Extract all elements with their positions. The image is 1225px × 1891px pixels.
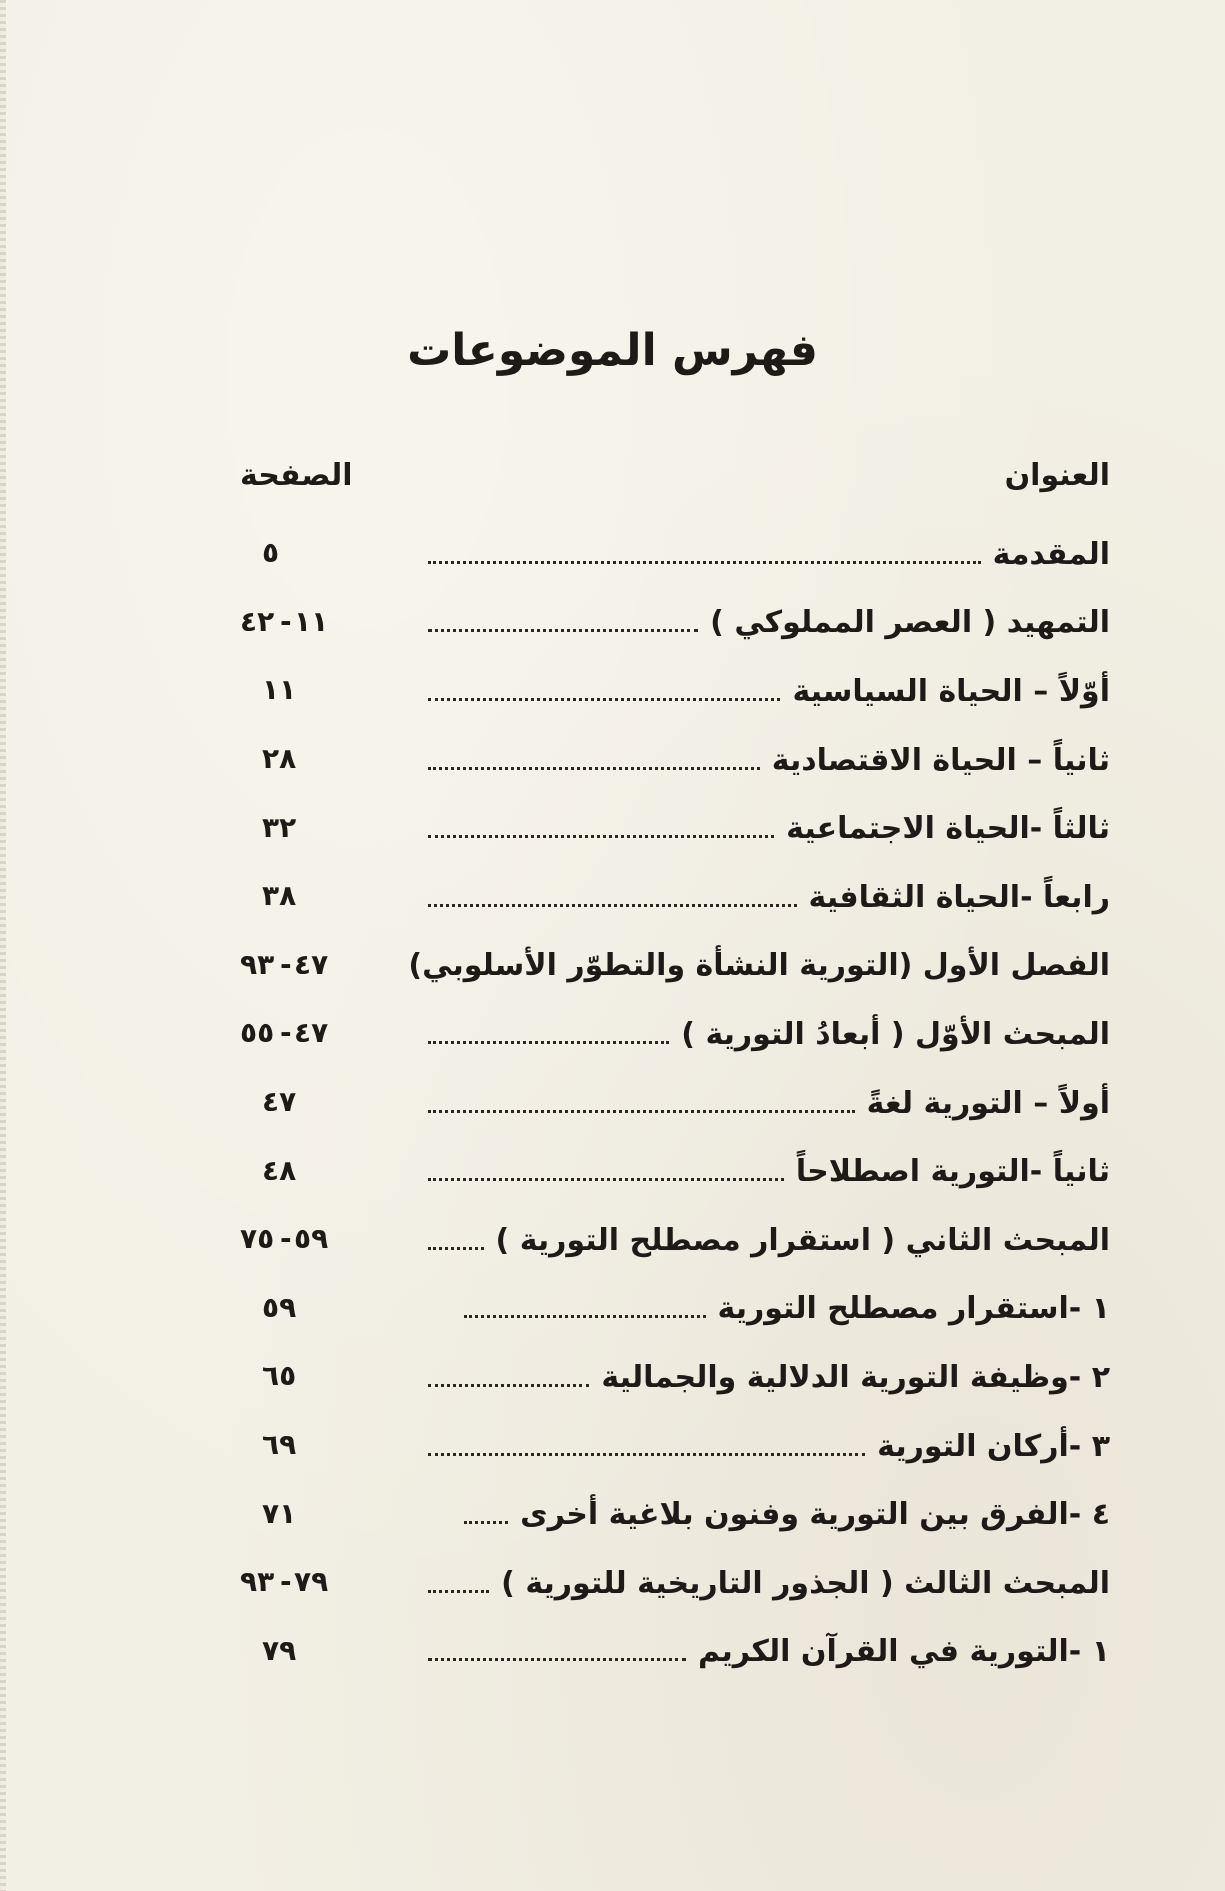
toc-entry-pages: [240, 1083, 428, 1123]
toc-entry: [240, 1480, 1110, 1549]
page-range-dash: -: [280, 1222, 292, 1256]
page-start: ٤٧: [294, 1016, 329, 1050]
page-start: ٧٩: [262, 1633, 297, 1667]
toc-entry-title: رابعاً -الحياة الثقافية: [808, 879, 1110, 915]
toc-entry: [240, 1549, 1110, 1618]
toc-entry-title: المقدمة: [992, 536, 1110, 572]
page-start: ٣٨: [262, 879, 297, 913]
page-start: ٤٧: [294, 947, 329, 981]
toc-entry-title: التمهيد ( العصر المملوكي ): [710, 605, 1110, 641]
toc-entry-title: الفصل الأول (التورية النشأة والتطوّر الأسلوبي): [408, 948, 1110, 984]
page-start: ٧١: [262, 1496, 297, 1530]
title-column-header: العنوان: [1004, 458, 1110, 493]
page-start: ٦٥: [262, 1359, 297, 1393]
dot-leader: [428, 1110, 855, 1113]
dot-leader: [428, 561, 981, 564]
dot-leader: [428, 698, 780, 701]
dot-leader: [428, 1658, 686, 1661]
page-end: ٩٣: [240, 947, 275, 981]
page-end: ٩٣: [240, 1565, 275, 1599]
toc-entry: [240, 932, 1110, 1001]
toc-entry-title: ٣ -أركان التورية: [877, 1428, 1110, 1464]
page-range-dash: -: [280, 604, 292, 638]
toc-entry: [240, 1206, 1110, 1275]
page-start: ٤٧: [262, 1085, 297, 1119]
dot-leader: [428, 767, 760, 770]
toc-entry-pages: [240, 1014, 428, 1054]
dot-leader: [464, 1315, 706, 1318]
toc-header: [240, 458, 1110, 508]
toc-entry-pages: [240, 1357, 428, 1397]
dot-leader: [428, 1178, 784, 1181]
dot-leader: [428, 1453, 865, 1456]
toc-entry-pages: [240, 1495, 428, 1535]
toc-entry: [240, 657, 1110, 726]
toc-entry: [240, 520, 1110, 589]
table-of-contents: [240, 520, 1110, 1686]
page-start: ٥٩: [294, 1222, 329, 1256]
toc-entry-pages: [240, 877, 428, 917]
toc-entry-pages: [240, 603, 428, 643]
page-end: ٥٥: [240, 1016, 275, 1050]
page-start: ٧٩: [294, 1565, 329, 1599]
page-start: ٤٨: [262, 1153, 297, 1187]
toc-entry-title: ٤ -الفرق بين التورية وفنون بلاغية أخرى: [520, 1497, 1110, 1533]
page-start: ٥٩: [262, 1290, 297, 1324]
toc-entry-pages: [240, 534, 428, 574]
dot-leader: [428, 1041, 669, 1044]
toc-entry: [240, 863, 1110, 932]
toc-entry-title: أوّلاً – الحياة السياسية: [792, 673, 1110, 709]
toc-entry: [240, 1069, 1110, 1138]
page-start: ٥: [262, 536, 280, 570]
toc-entry: [240, 1000, 1110, 1069]
toc-entry-title: ثانياً – الحياة الاقتصادية: [771, 742, 1110, 778]
toc-entry-title: ١ -استقرار مصطلح التورية: [717, 1291, 1110, 1327]
dot-leader: [464, 1521, 508, 1524]
toc-entry-title: ١ -التورية في القرآن الكريم: [697, 1634, 1110, 1670]
toc-entry: [240, 589, 1110, 658]
toc-entry-title: ٢ -وظيفة التورية الدلالية والجمالية: [601, 1359, 1110, 1395]
toc-entry-pages: [240, 1563, 428, 1603]
toc-entry-title: المبحث الثالث ( الجذور التاريخية للتورية ): [501, 1565, 1110, 1601]
toc-entry-pages: [240, 671, 428, 711]
toc-entry: [240, 1618, 1110, 1687]
toc-entry: [240, 1137, 1110, 1206]
toc-entry-pages: [240, 1426, 428, 1466]
toc-entry: [240, 1275, 1110, 1344]
toc-entry-pages: [240, 1220, 428, 1260]
dot-leader: [428, 1247, 484, 1250]
page-start: ٦٩: [262, 1428, 297, 1462]
dot-leader: [428, 904, 797, 907]
toc-entry-title: أولاً – التورية لغةً: [866, 1085, 1110, 1121]
dot-leader: [428, 1384, 589, 1387]
page-range-dash: -: [280, 947, 292, 981]
page-start: ٢٨: [262, 742, 297, 776]
page-end: ٧٥: [240, 1222, 275, 1256]
toc-entry-title: المبحث الأوّل ( أبعادُ التورية ): [681, 1016, 1110, 1052]
toc-entry: [240, 1343, 1110, 1412]
page-end: ٤٢: [240, 604, 275, 638]
toc-entry-pages: [240, 809, 428, 849]
page-range-dash: -: [280, 1565, 292, 1599]
toc-entry: [240, 726, 1110, 795]
toc-entry-pages: [240, 1289, 428, 1329]
dot-leader: [428, 835, 774, 838]
dot-leader: [428, 1590, 489, 1593]
toc-entry-pages: [240, 1152, 428, 1192]
toc-entry: [240, 1412, 1110, 1481]
page-start: ١١: [262, 673, 297, 707]
page-title: فهرس الموضوعات: [407, 325, 818, 376]
toc-entry-title: ثالثاً -الحياة الاجتماعية: [786, 811, 1110, 847]
toc-entry-title: ثانياً -التورية اصطلاحاً: [795, 1154, 1110, 1190]
page-start: ١١: [294, 604, 329, 638]
toc-entry-pages: [240, 1632, 428, 1672]
toc-entry-pages: [240, 946, 396, 986]
toc-entry-pages: [240, 740, 428, 780]
page-column-header: الصفحة: [240, 458, 353, 493]
page-range-dash: -: [280, 1016, 292, 1050]
page-edge: [0, 0, 6, 1891]
toc-entry: [240, 794, 1110, 863]
dot-leader: [428, 629, 698, 632]
toc-entry-title: المبحث الثاني ( استقرار مصطلح التورية ): [495, 1222, 1110, 1258]
page-start: ٣٢: [262, 810, 297, 844]
